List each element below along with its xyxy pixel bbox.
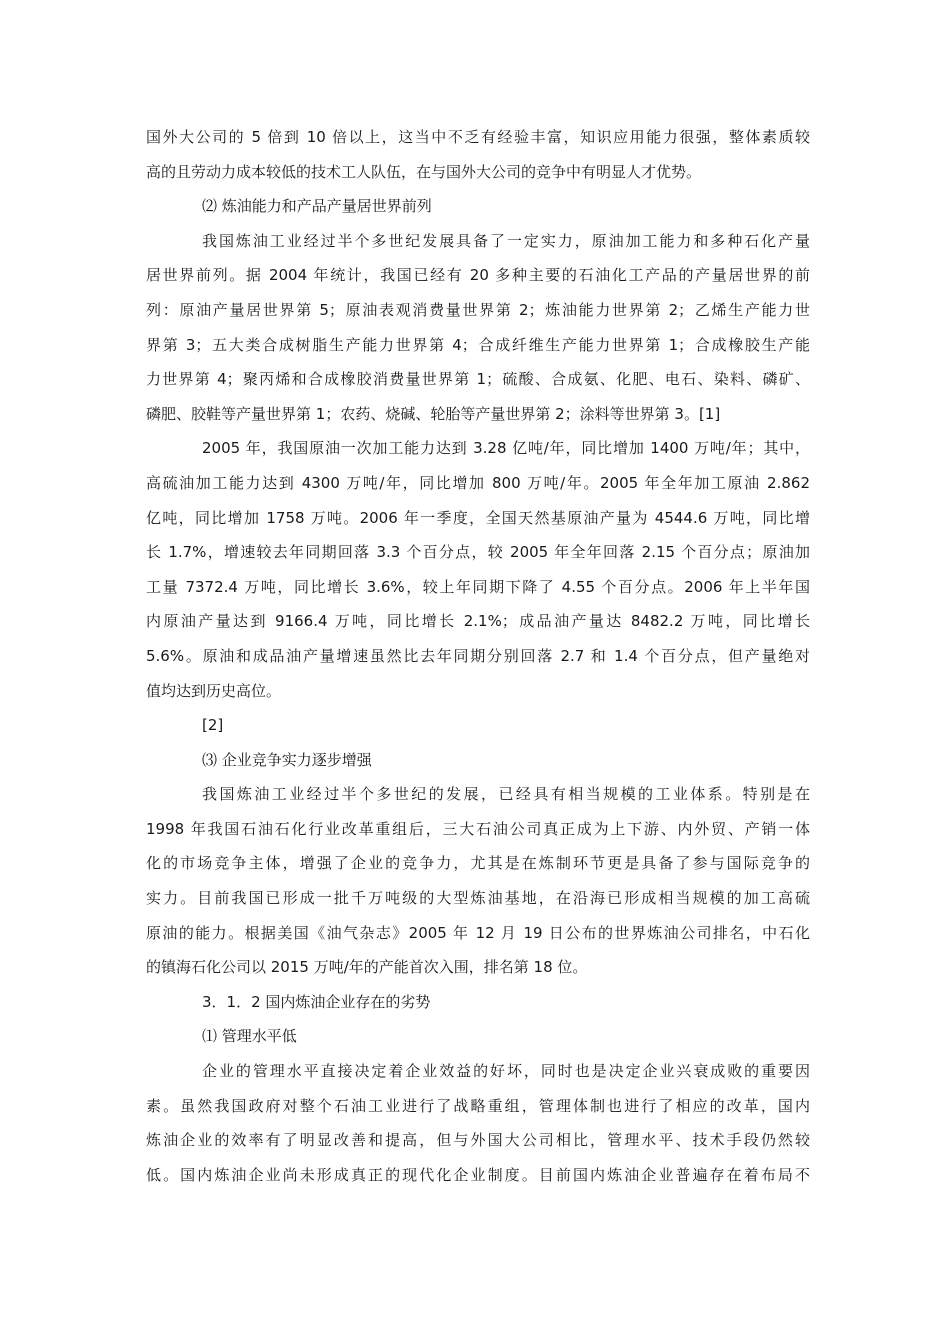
text-line: 我国炼油工业经过半个多世纪发展具备了一定实力，原油加工能力和多种石化产量 xyxy=(202,231,810,250)
text-line: 实力。目前我国已形成一批千万吨级的大型炼油基地，在沿海已形成相当规模的加工高硫 xyxy=(146,889,810,908)
text-line: 长 1.7%，增速较去年同期回落 3.3 个百分点，较 2005 年全年回落 2.15 个百分点；原油加 xyxy=(146,543,810,562)
text-line: 原油的能力。根据美国《油气杂志》2005 年 12 月 19 日公布的世界炼油公司排名，中石化 xyxy=(146,923,810,942)
text-line: 1998 年我国石油石化行业改革重组后，三大石油公司真正成为上下游、内外贸、产销一体 xyxy=(146,819,810,838)
text-line: 化的市场竞争主体，增强了企业的竞争力，尤其是在炼制环节更是具备了参与国际竞争的 xyxy=(146,854,810,873)
text-line: 高的且劳动力成本较低的技术工人队伍，在与国外大公司的竞争中有明显人才优势。 xyxy=(146,162,702,181)
section-heading: 3．1．2 国内炼油企业存在的劣势 xyxy=(202,992,431,1011)
text-line: 高硫油加工能力达到 4300 万吨/年，同比增加 800 万吨/年。2005 年全年加工原油 2.862 xyxy=(146,473,810,492)
text-line: 企业的管理水平直接决定着企业效益的好坏，同时也是决定企业兴衰成败的重要因 xyxy=(202,1062,810,1081)
text-line: 内原油产量达到 9166.4 万吨，同比增长 2.1%；成品油产量达 8482.2 万吨，同比增长 xyxy=(146,612,811,631)
text-line: 炼油企业的效率有了明显改善和提高，但与外国大公司相比，管理水平、技术手段仍然较 xyxy=(146,1131,810,1150)
text-line: 我国炼油工业经过半个多世纪的发展，已经具有相当规模的工业体系。特别是在 xyxy=(202,785,810,804)
section-heading: ⑴ 管理水平低 xyxy=(202,1027,297,1046)
text-line: 值均达到历史高位。 xyxy=(146,681,282,700)
text-line: 5.6%。原油和成品油产量增速虽然比去年同期分别回落 2.7 和 1.4 个百分点，但产量绝对 xyxy=(146,646,810,665)
text-line: 磷肥、胶鞋等产量世界第 1；农药、烧碱、轮胎等产量世界第 2；涂料等世界第 3。[1] xyxy=(146,404,721,423)
citation-ref: [2] xyxy=(202,716,224,735)
text-line: 低。国内炼油企业尚未形成真正的现代化企业制度。目前国内炼油企业普遍存在着布局不 xyxy=(146,1165,810,1184)
text-line: 的镇海石化公司以 2015 万吨/年的产能首次入围，排名第 18 位。 xyxy=(146,958,588,977)
text-line: 亿吨，同比增加 1758 万吨。2006 年一季度，全国天然基原油产量为 4544.6 万吨，同比增 xyxy=(146,508,810,527)
text-line: 界第 3；五大类合成树脂生产能力世界第 4；合成纤维生产能力世界第 1；合成橡胶生产能 xyxy=(146,335,810,354)
text-line: 素。虽然我国政府对整个石油工业进行了战略重组，管理体制也进行了相应的改革，国内 xyxy=(146,1096,810,1115)
text-line: 工量 7372.4 万吨，同比增长 3.6%，较上年同期下降了 4.55 个百分点。2006 年上半年国 xyxy=(146,577,810,596)
text-line: 国外大公司的 5 倍到 10 倍以上，这当中不乏有经验丰富，知识应用能力很强，整体素质较 xyxy=(146,128,810,146)
body-text xyxy=(146,120,810,1192)
text-line: 2005 年，我国原油一次加工能力达到 3.28 亿吨/年，同比增加 1400 万吨/年；其中， xyxy=(202,439,810,458)
text-line: 居世界前列。据 2004 年统计，我国已经有 20 多种主要的石油化工产品的产量居世界的前 xyxy=(146,266,810,285)
text-line: 力世界第 4；聚丙烯和合成橡胶消费量世界第 1；硫酸、合成氨、化肥、电石、染料、磷矿、 xyxy=(146,370,810,389)
section-heading: ⑵ 炼油能力和产品产量居世界前列 xyxy=(202,197,432,216)
text-line: 列：原油产量居世界第 5；原油表观消费量世界第 2；炼油能力世界第 2；乙烯生产能力世 xyxy=(146,300,810,319)
section-heading: ⑶ 企业竞争实力逐步增强 xyxy=(202,750,372,769)
